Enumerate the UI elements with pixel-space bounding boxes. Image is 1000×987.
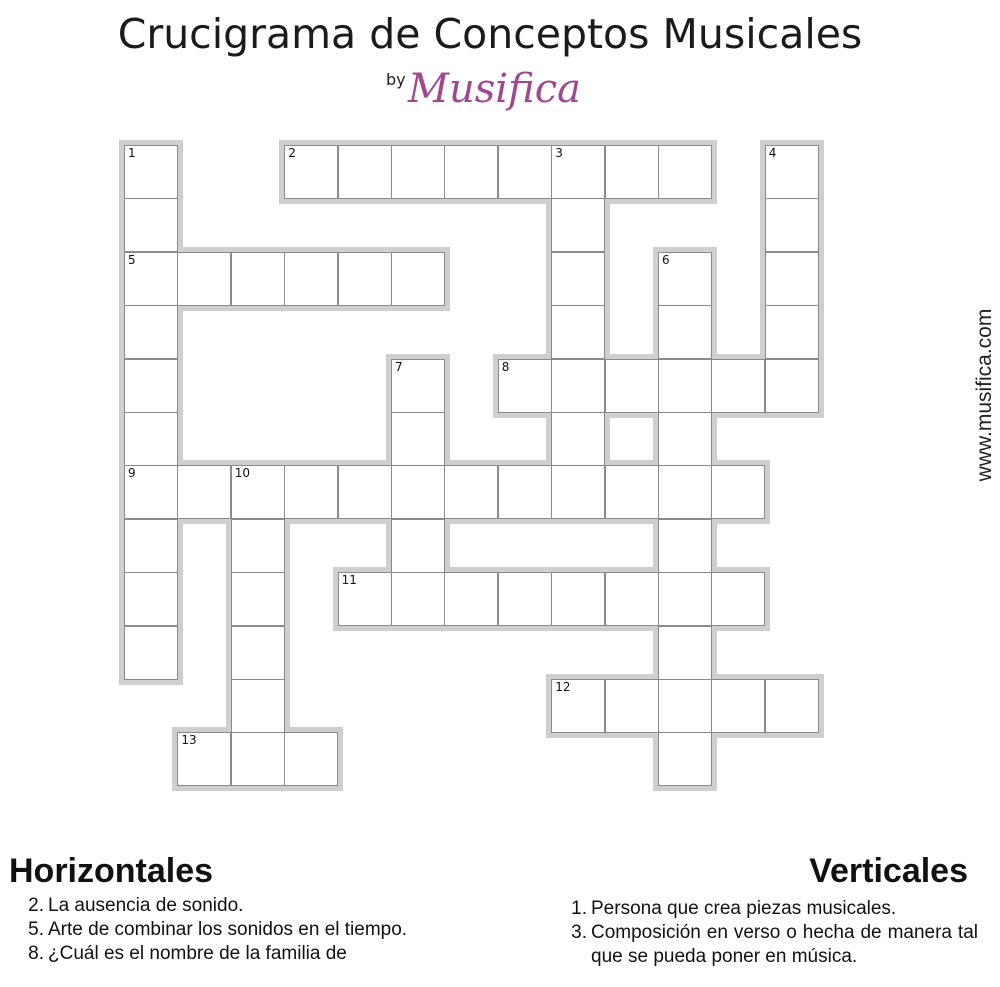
clue-item-number: 5.	[28, 919, 44, 940]
clue-text-line: Arte de combinar los sonidos en el	[48, 919, 340, 940]
crossword-cell[interactable]	[231, 465, 285, 519]
crossword-cell[interactable]	[498, 465, 552, 519]
clue-text-line: Persona que crea piezas musicales.	[591, 898, 897, 919]
crossword-cell[interactable]	[391, 465, 445, 519]
crossword-cell[interactable]	[658, 252, 712, 306]
clue-text-line: manera tal que se pueda poner en	[591, 922, 978, 967]
crossword-cell[interactable]	[338, 145, 392, 199]
crossword-cell[interactable]	[231, 252, 285, 306]
clue-text-line: música.	[791, 946, 858, 967]
clue-text-line: tiempo.	[344, 919, 408, 940]
clue-item	[22, 942, 435, 966]
crossword-cell[interactable]	[391, 145, 445, 199]
crossword-cell[interactable]	[551, 572, 605, 626]
crossword-cell[interactable]	[231, 679, 285, 733]
clue-item	[22, 918, 435, 942]
crossword-cell[interactable]	[605, 359, 659, 413]
crossword-cell[interactable]	[124, 145, 178, 199]
clue-number: 5	[128, 252, 136, 267]
crossword-cell[interactable]	[498, 572, 552, 626]
clue-number: 4	[768, 146, 777, 160]
crossword-cell[interactable]	[391, 572, 445, 626]
clue-item-number: 3.	[571, 922, 587, 943]
crossword-cell[interactable]	[658, 305, 712, 359]
crossword-cell[interactable]	[551, 412, 605, 466]
clue-number: 1	[128, 146, 136, 160]
crossword-cell[interactable]	[605, 145, 659, 199]
across-clues-list	[22, 894, 435, 966]
crossword-cell[interactable]	[605, 465, 659, 519]
crossword-cell[interactable]	[658, 145, 712, 199]
crossword-cell[interactable]	[124, 519, 178, 573]
crossword-cell[interactable]	[231, 519, 285, 573]
crossword-cell[interactable]	[444, 465, 498, 519]
crossword-cell[interactable]	[551, 359, 605, 413]
crossword-cell[interactable]	[177, 732, 231, 786]
crossword-cell[interactable]	[338, 252, 392, 306]
crossword-cell[interactable]	[284, 732, 338, 786]
crossword-cell[interactable]	[765, 679, 819, 733]
clue-item-number: 8.	[28, 943, 44, 964]
clue-number: 6	[662, 252, 670, 267]
crossword-cell[interactable]	[765, 359, 819, 413]
clue-number: 9	[128, 466, 136, 481]
crossword-cell[interactable]	[551, 465, 605, 519]
clue-text-line: La ausencia de sonido.	[48, 895, 244, 916]
crossword-cell[interactable]	[711, 679, 765, 733]
crossword-cell[interactable]	[551, 252, 605, 306]
crossword-cell[interactable]	[444, 145, 498, 199]
clue-item	[565, 897, 978, 921]
crossword-cell[interactable]	[338, 465, 392, 519]
crossword-cell[interactable]	[658, 626, 712, 680]
clue-number: 2	[288, 146, 296, 160]
crossword-cell[interactable]	[177, 252, 231, 306]
crossword-cell[interactable]	[124, 198, 178, 252]
crossword-cell[interactable]	[765, 198, 819, 252]
clue-number: 12	[555, 680, 571, 694]
crossword-cell[interactable]	[658, 412, 712, 466]
clue-item	[565, 921, 978, 969]
clue-number: 7	[395, 359, 403, 374]
crossword-cell[interactable]	[765, 145, 819, 199]
crossword-cell[interactable]	[231, 626, 285, 680]
crossword-cell[interactable]	[498, 145, 552, 199]
crossword-cell[interactable]	[124, 412, 178, 466]
across-heading: Horizontales	[9, 852, 214, 890]
crossword-cell[interactable]	[765, 305, 819, 359]
down-heading: Verticales	[809, 852, 968, 890]
crossword-cell[interactable]	[124, 465, 178, 519]
crossword-cell[interactable]	[338, 572, 392, 626]
crossword-cell[interactable]	[231, 572, 285, 626]
crossword-cell[interactable]	[124, 626, 178, 680]
crossword-cell[interactable]	[711, 572, 765, 626]
crossword-cell[interactable]	[658, 519, 712, 573]
crossword-cell[interactable]	[658, 732, 712, 786]
crossword-cell[interactable]	[391, 359, 445, 413]
crossword-cell[interactable]	[711, 359, 765, 413]
clue-item-number: 2.	[28, 895, 44, 916]
crossword-cell[interactable]	[498, 359, 552, 413]
crossword-cell[interactable]	[551, 198, 605, 252]
crossword-cell[interactable]	[765, 252, 819, 306]
crossword-cell[interactable]	[605, 572, 659, 626]
crossword-cell[interactable]	[711, 465, 765, 519]
crossword-cell[interactable]	[605, 679, 659, 733]
crossword-cell[interactable]	[284, 252, 338, 306]
musifica-logo: Musifica	[408, 66, 581, 112]
by-label: by	[386, 70, 406, 89]
clue-item-number: 1.	[571, 898, 587, 919]
crossword-cell[interactable]	[551, 305, 605, 359]
crossword-cell[interactable]	[391, 519, 445, 573]
clue-number: 3	[555, 146, 563, 160]
crossword-cell[interactable]	[124, 252, 178, 306]
crossword-cell[interactable]	[658, 359, 712, 413]
clue-text-line: ¿Cuál es el nombre de la familia de	[48, 943, 347, 964]
clue-number: 10	[234, 466, 251, 481]
crossword-cell[interactable]	[124, 359, 178, 413]
crossword-cell[interactable]	[658, 465, 712, 519]
page-title: Crucigrama de Conceptos Musicales	[117, 10, 863, 58]
crossword-cell[interactable]	[551, 145, 605, 199]
crossword-cell[interactable]	[124, 572, 178, 626]
crossword-cell[interactable]	[391, 252, 445, 306]
crossword-cell[interactable]	[177, 465, 231, 519]
crossword-cell[interactable]	[231, 732, 285, 786]
clue-number: 8	[501, 359, 510, 374]
website-url: www.musifica.com	[973, 308, 996, 482]
crossword-cell[interactable]	[284, 465, 338, 519]
crossword-cell[interactable]	[551, 679, 605, 733]
clue-item	[22, 894, 435, 918]
crossword-cell[interactable]	[391, 412, 445, 466]
crossword-cell[interactable]	[658, 679, 712, 733]
clue-number: 11	[341, 573, 357, 588]
down-clues-list	[565, 897, 978, 969]
crossword-cell[interactable]	[284, 145, 338, 199]
crossword-cell[interactable]	[658, 572, 712, 626]
clue-number: 13	[181, 733, 197, 748]
crossword-cell[interactable]	[124, 305, 178, 359]
crossword-cell[interactable]	[444, 572, 498, 626]
clue-text-line: Composición en verso o hecha de	[591, 922, 882, 943]
